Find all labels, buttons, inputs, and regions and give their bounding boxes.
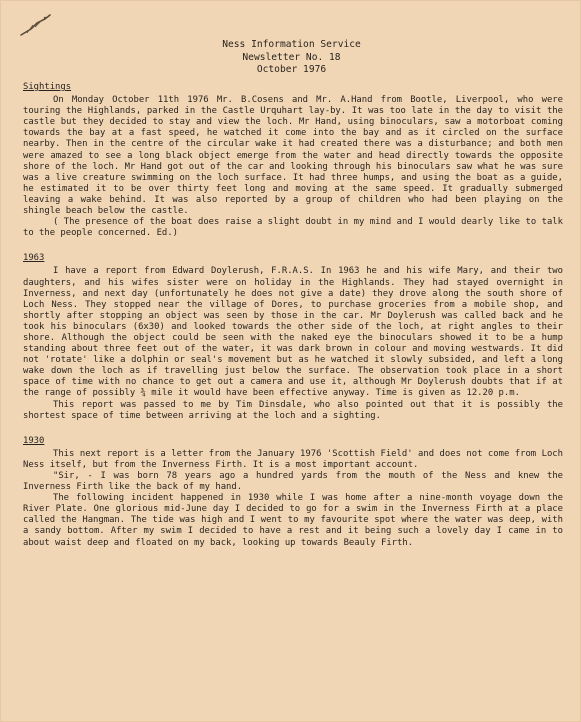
- section-heading: Sightings: [23, 82, 72, 92]
- letter-paragraph: The following incident happened in 1930 while I was home after a nine-month voyage down the River Plate. One glorious mid-June day I decided to go for a swim in the Inverness Firth at a place called the Hangman. The tide was high and I went to my favourite spot where the water was deep, with a sandy bottom. After my swim I decided to have a rest and it being such a lovely day I came in to about waist deep and floated on my back, looking up towards Beauly Firth.: [23, 493, 563, 548]
- newsletter-number: Newsletter No. 18: [242, 51, 341, 63]
- publisher-name: Ness Information Service: [222, 39, 361, 50]
- paragraph: On Monday October 11th 1976 Mr. B.Cosens and Mr. A.Hand from Bootle, Liverpool, who were touring the Highlands, parked in the Castle Urquhart lay-by. It was too late in the day to visit the castle but they decided to stay and view the loch. Mr Hand, using binoculars, saw a motorboat coming towards the bay at a fast speed, he watched it come into the bay and as it circled on the surface nearby. Then in the centre of the circular wake it had created there was a disturbance; and both men were amazed to see a long black object emerge from the water and head directly towards the opposite shore of the loch. Mr Hand got out of the car and looking through his binoculars saw what he was sure was a live creature swimming on the loch surface. It had three humps, and using the boat as a guide, he estimated it to be over thirty feet long and moving at the same speed. It gradually submerged leaving a wake behind. It was also reported by a group of children who had been playing on the shingle beach below the castle.: [23, 95, 563, 217]
- section-heading: 1963: [23, 253, 45, 264]
- paragraph: This report was passed to me by Tim Dinsdale, who also pointed out that it is possibly the shortest space of time between arriving at the loch and a sighting.: [23, 399, 563, 421]
- article-body: [23, 82, 563, 549]
- section-sightings: [23, 82, 563, 239]
- letter-paragraph: "Sir, - I was born 78 years ago a hundred yards from the mouth of the Ness and knew the Inverness Firth like the back of my hand.: [23, 471, 563, 493]
- paragraph: This next report is a letter from the January 1976 'Scottish Field' and does not come from Loch Ness itself, but from the Inverness Firth. It is a most important account.: [23, 448, 563, 470]
- section-heading: 1930: [23, 435, 45, 446]
- paragraph: I have a report from Edward Doylerush, F.R.A.S. In 1963 he and his wife Mary, and their two daughters, and his wifes sister were on holiday in the Highlands. They had stayed overnight in Inverness, and next day (unfortunately he does not give a date) they drove along the south shore of Loch Ness. They stopped near the village of Dores, to purchase groceries from a mobile shop, and shortly after stopping an object was seen by those in the car. Mr Doylerush was called back and he took his binoculars (6x30) and looked towards the other side of the loch, at right angles to their shore. Although the object could be seen with the naked eye the binoculars showed it to be a hump standing about three feet out of the water, it was dark brown in colour and moving westwards. It did not 'rotate' like a dolphin or seal's movement but as he watched it slowly subsided, and left a long wake down the loch as if travelling just below the surface. The observation took place in a short space of time with no chance to get out a camera and use it, although Mr Doylerush doubts that if at the range of possibly ¾ mile it would have been effective anyway. Time is given as 12.20 p.m.: [23, 266, 563, 399]
- ink-mark-icon: [17, 11, 57, 41]
- editor-note: ( The presence of the boat does raise a slight doubt in my mind and I would dearly like to talk to the people concerned. Ed.): [23, 217, 563, 239]
- issue-date: October 1976: [256, 64, 327, 75]
- masthead: [1, 39, 581, 77]
- section-1963: [23, 253, 563, 421]
- section-1930: [23, 436, 563, 549]
